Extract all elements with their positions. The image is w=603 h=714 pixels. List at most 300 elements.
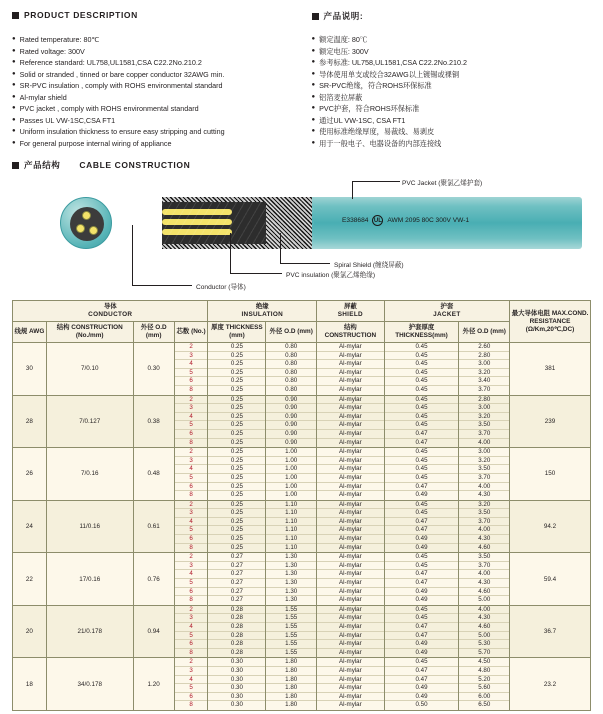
cell-shield bbox=[317, 658, 385, 711]
description-list-en bbox=[12, 28, 302, 149]
cell-cores-value: 2 bbox=[175, 553, 208, 562]
cell-jacket-od-value: 5.60 bbox=[459, 684, 509, 693]
bullet-dot-icon: ● bbox=[12, 47, 16, 54]
list-item-label: 导体使用单支或绞合32AWG以上镀锡或裸铜 bbox=[319, 69, 460, 79]
cell-cores-value: 6 bbox=[175, 377, 208, 386]
bullet-square-icon bbox=[312, 13, 319, 20]
cell-shield-value: Al-mylar bbox=[317, 413, 384, 422]
table-group-header-row bbox=[13, 301, 591, 322]
bullet-dot-icon: ● bbox=[311, 139, 316, 146]
cell-jacket-od-value: 3.20 bbox=[459, 457, 509, 466]
cell-jacket-od-value: 4.60 bbox=[459, 623, 509, 632]
cell-awg: 26 bbox=[13, 448, 47, 501]
cutaway-shading bbox=[162, 197, 314, 249]
cell-insulation-thickness-value: 0.30 bbox=[208, 684, 265, 693]
cell-jacket-thickness-value: 0.45 bbox=[385, 421, 459, 430]
cell-insulation-thickness-value: 0.25 bbox=[230, 385, 243, 393]
cell-construction: 7/0.10 bbox=[46, 343, 133, 396]
cell-cores-value: 8 bbox=[189, 648, 193, 656]
list-item bbox=[312, 103, 592, 115]
cell-jacket-thickness bbox=[384, 448, 459, 501]
list-item bbox=[12, 115, 302, 127]
cell-cores-value: 3 bbox=[175, 614, 208, 623]
cell-awg: 20 bbox=[13, 605, 47, 658]
cell-jacket-od-value: 3.70 bbox=[459, 430, 509, 439]
cell-jacket-od-value: 3.50 bbox=[459, 421, 509, 430]
cell-jacket-thickness-value: 0.47 bbox=[385, 676, 459, 685]
specification-table bbox=[12, 300, 591, 711]
bullet-square-icon bbox=[12, 162, 19, 169]
cell-jacket-thickness-value: 0.45 bbox=[385, 465, 459, 474]
cell-cores bbox=[174, 658, 208, 711]
table-body bbox=[13, 343, 591, 711]
cell-jacket-od-value: 3.70 bbox=[459, 518, 509, 527]
header-label-cn: 外径 bbox=[462, 328, 476, 335]
cell-insulation-od-value: 1.80 bbox=[266, 684, 316, 693]
table-column-header-row bbox=[13, 322, 591, 343]
header-insulation-od bbox=[266, 322, 317, 343]
cell-insulation-od-value: 0.80 bbox=[266, 377, 316, 386]
bullet-dot-icon: ● bbox=[12, 36, 16, 42]
cell-insulation-thickness-value: 0.28 bbox=[208, 606, 265, 615]
header-label-cn: 厚度 bbox=[211, 324, 224, 331]
cell-insulation-od-value: 1.10 bbox=[266, 501, 316, 510]
cell-cores-value: 3 bbox=[175, 457, 208, 466]
cell-jacket-thickness-value: 0.47 bbox=[385, 632, 459, 641]
bullet-dot-icon: ● bbox=[12, 116, 16, 123]
ul-logo-icon: UL bbox=[372, 215, 383, 226]
cell-insulation-thickness-value: 0.25 bbox=[230, 491, 243, 499]
cell-insulation-thickness-value: 0.28 bbox=[208, 614, 265, 623]
file-number-label: E338684 bbox=[342, 217, 369, 224]
cell-insulation-od-value: 1.00 bbox=[266, 448, 316, 457]
cell-jacket-od-value: 6.00 bbox=[459, 693, 509, 702]
cell-insulation-od-value: 1.55 bbox=[266, 640, 316, 649]
label-conductor: Conductor (导体) bbox=[196, 284, 246, 291]
cell-jacket-od-value: 3.70 bbox=[478, 385, 491, 393]
cell-insulation-od-value: 1.30 bbox=[266, 570, 316, 579]
cell-conductor-od: 1.20 bbox=[133, 658, 174, 711]
group-jacket bbox=[384, 301, 509, 322]
cell-insulation-thickness-value: 0.25 bbox=[208, 377, 265, 386]
cell-shield-value: Al-mylar bbox=[317, 474, 384, 483]
cell-jacket-thickness-value: 0.45 bbox=[385, 501, 459, 510]
cell-jacket-thickness-value: 0.47 bbox=[385, 579, 459, 588]
cell-insulation-od-value: 1.30 bbox=[285, 596, 298, 604]
label-pvc-insulation: PVC insulation (聚氯乙烯绝缘) bbox=[286, 272, 376, 279]
header-label-cn: 结构 bbox=[56, 324, 70, 331]
cell-conductor-od: 0.30 bbox=[133, 343, 174, 396]
cell-conductor-od: 0.48 bbox=[133, 448, 174, 501]
cell-insulation-od bbox=[266, 448, 317, 501]
cell-shield-value: Al-mylar bbox=[317, 369, 384, 378]
header-resistance bbox=[510, 301, 591, 343]
cell-jacket-od bbox=[459, 343, 510, 396]
cell-cores-value: 6 bbox=[175, 693, 208, 702]
header-unit: (mm) bbox=[490, 328, 506, 335]
cell-jacket-od-value: 5.70 bbox=[478, 648, 491, 656]
cell-insulation-thickness-value: 0.25 bbox=[208, 518, 265, 527]
cell-cores bbox=[174, 343, 208, 396]
cell-jacket-od-value: 4.30 bbox=[459, 614, 509, 623]
cell-cores bbox=[174, 605, 208, 658]
bullet-dot-icon: ● bbox=[12, 59, 16, 65]
cell-jacket-od bbox=[459, 658, 510, 711]
cell-jacket-thickness-value: 0.49 bbox=[385, 535, 459, 544]
cell-insulation-thickness-value: 0.25 bbox=[208, 360, 265, 369]
cell-insulation-thickness bbox=[208, 658, 266, 711]
cell-jacket-od-value: 3.70 bbox=[459, 474, 509, 483]
cell-shield bbox=[317, 500, 385, 553]
cell-insulation-od-value: 1.10 bbox=[266, 518, 316, 527]
label-pvc-jacket: PVC Jacket (聚氯乙烯护套) bbox=[402, 180, 483, 187]
cell-shield-value: Al-mylar bbox=[317, 588, 384, 597]
cell-cores-value: 6 bbox=[175, 588, 208, 597]
cell-insulation-thickness-value: 0.25 bbox=[208, 396, 265, 405]
cell-jacket-od-value: 2.80 bbox=[459, 396, 509, 405]
header-label-en: THICKNESS bbox=[225, 324, 263, 331]
cell-insulation-thickness-value: 0.25 bbox=[208, 369, 265, 378]
cell-shield-value: Al-mylar bbox=[317, 570, 384, 579]
list-item-label: Rated voltage: 300V bbox=[19, 46, 85, 56]
header-unit: (No.) bbox=[191, 328, 206, 335]
cell-jacket-thickness-value: 0.47 bbox=[415, 438, 428, 446]
cell-insulation-od-value: 1.80 bbox=[285, 701, 298, 709]
cell-insulation-od-value: 0.90 bbox=[285, 438, 298, 446]
cell-insulation-od-value: 1.30 bbox=[266, 562, 316, 571]
cell-jacket-thickness bbox=[384, 658, 459, 711]
cell-cores-value: 4 bbox=[175, 570, 208, 579]
cell-insulation-thickness-value: 0.27 bbox=[208, 588, 265, 597]
cell-jacket-od-value: 3.00 bbox=[459, 360, 509, 369]
cell-cores-value: 4 bbox=[175, 465, 208, 474]
cell-shield-value: Al-mylar bbox=[317, 465, 384, 474]
cell-jacket-od-value: 4.00 bbox=[459, 606, 509, 615]
cell-shield-value: Al-mylar bbox=[338, 543, 362, 551]
cell-jacket-thickness-value: 0.45 bbox=[385, 606, 459, 615]
header-label-en: CONSTRUCTION bbox=[71, 324, 123, 331]
list-item-label: SR-PVC insulation , comply with ROHS environmental standard bbox=[19, 81, 223, 90]
group-insulation bbox=[208, 301, 317, 322]
cell-insulation-thickness bbox=[208, 448, 266, 501]
cell-conductor-od: 0.94 bbox=[133, 605, 174, 658]
cell-jacket-od-value: 5.00 bbox=[478, 596, 491, 604]
cell-jacket-od-value: 4.80 bbox=[459, 667, 509, 676]
list-item-label: For general purpose internal wiring of appliance bbox=[19, 138, 172, 148]
cell-insulation-od-value: 1.10 bbox=[285, 543, 298, 551]
cell-insulation-od-value: 1.00 bbox=[285, 491, 298, 499]
cell-cores bbox=[174, 448, 208, 501]
cell-cores-value: 5 bbox=[175, 579, 208, 588]
cell-jacket-thickness-value: 0.47 bbox=[385, 526, 459, 535]
cell-jacket-thickness-value: 0.45 bbox=[385, 404, 459, 413]
bullet-dot-icon: ● bbox=[12, 105, 16, 111]
cell-cores bbox=[174, 395, 208, 448]
cell-insulation-thickness-value: 0.27 bbox=[208, 553, 265, 562]
leader-line bbox=[352, 181, 353, 199]
cell-jacket-od-value: 4.00 bbox=[478, 438, 491, 446]
cross-section-conductor bbox=[82, 211, 91, 220]
bullet-dot-icon: ● bbox=[12, 93, 16, 100]
table-row bbox=[13, 500, 591, 553]
cell-shield-value: Al-mylar bbox=[317, 343, 384, 352]
header-label-cn: 外径 bbox=[140, 324, 154, 331]
cell-insulation-thickness-value: 0.30 bbox=[230, 701, 243, 709]
cell-resistance: 36.7 bbox=[510, 605, 591, 658]
cell-insulation-thickness-value: 0.28 bbox=[208, 632, 265, 641]
leader-line bbox=[132, 225, 133, 285]
cell-cores-value: 6 bbox=[175, 483, 208, 492]
cell-shield-value: Al-mylar bbox=[338, 385, 362, 393]
cell-shield-value: Al-mylar bbox=[317, 693, 384, 702]
cell-cores-value: 5 bbox=[175, 421, 208, 430]
header-label-en: CONSTRUCTION bbox=[324, 332, 377, 339]
cell-insulation-thickness-value: 0.25 bbox=[208, 474, 265, 483]
cell-insulation-od-value: 1.80 bbox=[266, 676, 316, 685]
bullet-dot-icon: ● bbox=[311, 93, 316, 100]
list-item bbox=[312, 126, 592, 138]
cell-insulation-od-value: 1.55 bbox=[266, 606, 316, 615]
cell-insulation-thickness-value: 0.25 bbox=[208, 430, 265, 439]
cell-cores-value: 8 bbox=[189, 596, 193, 604]
cell-jacket-thickness-value: 0.47 bbox=[385, 518, 459, 527]
cell-jacket-od-value: 3.40 bbox=[459, 377, 509, 386]
cell-cores-value: 3 bbox=[175, 509, 208, 518]
cell-insulation-od-value: 0.80 bbox=[285, 385, 298, 393]
print-legend-text: AWM 2095 80C 300V VW-1 bbox=[387, 217, 470, 224]
cell-jacket-thickness-value: 0.50 bbox=[415, 701, 428, 709]
cell-shield bbox=[317, 553, 385, 606]
cell-shield-value: Al-mylar bbox=[338, 701, 362, 709]
cell-cores-value: 3 bbox=[175, 667, 208, 676]
cell-jacket-od-value: 3.50 bbox=[459, 509, 509, 518]
group-label-cn: 绝缘 bbox=[255, 303, 269, 310]
cell-insulation-thickness-value: 0.25 bbox=[208, 483, 265, 492]
cell-shield-value: Al-mylar bbox=[317, 658, 384, 667]
cell-insulation-od-value: 0.80 bbox=[266, 352, 316, 361]
cell-jacket-thickness-value: 0.45 bbox=[385, 614, 459, 623]
cell-cores-value: 4 bbox=[175, 518, 208, 527]
cable-construction-title-en: CABLE CONSTRUCTION bbox=[79, 160, 191, 170]
table-row bbox=[13, 395, 591, 448]
cell-jacket-od-value: 4.30 bbox=[459, 579, 509, 588]
cell-jacket-thickness-value: 0.47 bbox=[385, 483, 459, 492]
cell-jacket-od-value: 3.20 bbox=[459, 501, 509, 510]
cell-cores-value: 2 bbox=[175, 606, 208, 615]
leader-line bbox=[280, 263, 330, 264]
cell-jacket-od-value: 4.00 bbox=[459, 483, 509, 492]
bullet-square-icon bbox=[12, 12, 19, 19]
cell-insulation-thickness-value: 0.27 bbox=[230, 596, 243, 604]
list-item-label: 额定电压: 300V bbox=[319, 46, 369, 56]
cell-shield-value: Al-mylar bbox=[317, 509, 384, 518]
list-item bbox=[12, 80, 302, 92]
cell-insulation-thickness-value: 0.25 bbox=[208, 526, 265, 535]
cell-shield bbox=[317, 448, 385, 501]
header-unit: (No./mm) bbox=[75, 332, 104, 339]
cable-diagram bbox=[12, 175, 591, 300]
cell-cores-value: 8 bbox=[189, 438, 193, 446]
cable-cross-section-icon bbox=[60, 197, 112, 249]
description-list-cn bbox=[302, 28, 592, 149]
cell-insulation-thickness-value: 0.27 bbox=[208, 562, 265, 571]
header-awg bbox=[13, 322, 47, 343]
cell-insulation-od-value: 0.90 bbox=[266, 396, 316, 405]
cell-insulation-od bbox=[266, 500, 317, 553]
cross-section-conductor bbox=[89, 226, 98, 235]
cell-jacket-od-value: 5.20 bbox=[459, 676, 509, 685]
cell-insulation-thickness-value: 0.25 bbox=[208, 413, 265, 422]
cell-insulation-thickness-value: 0.28 bbox=[230, 648, 243, 656]
cell-insulation-thickness-value: 0.27 bbox=[208, 570, 265, 579]
cell-construction: 17/0.16 bbox=[46, 553, 133, 606]
cell-jacket-od-value: 3.20 bbox=[459, 413, 509, 422]
table-row bbox=[13, 553, 591, 606]
header-label-en: O.D bbox=[284, 328, 296, 335]
group-label-en: JACKET bbox=[433, 311, 461, 318]
leader-line bbox=[352, 181, 400, 182]
cell-conductor-od: 0.61 bbox=[133, 500, 174, 553]
cell-jacket-thickness-value: 0.49 bbox=[385, 588, 459, 597]
group-label-cn: 护套 bbox=[440, 303, 454, 310]
list-item bbox=[312, 92, 592, 104]
cell-shield-value: Al-mylar bbox=[317, 430, 384, 439]
cell-jacket-od-value: 2.80 bbox=[459, 352, 509, 361]
cell-jacket-od-value: 3.20 bbox=[459, 369, 509, 378]
cell-jacket-thickness-value: 0.47 bbox=[385, 667, 459, 676]
leader-line bbox=[230, 233, 231, 273]
list-item bbox=[12, 138, 302, 150]
table-row bbox=[13, 343, 591, 396]
cell-cores-value: 8 bbox=[189, 543, 193, 551]
cell-jacket-thickness-value: 0.49 bbox=[415, 491, 428, 499]
header-construction bbox=[46, 322, 133, 343]
header-label-cn: 线规 bbox=[14, 328, 28, 335]
bullet-dot-icon: ● bbox=[311, 70, 316, 77]
cell-jacket-thickness bbox=[384, 395, 459, 448]
description-headers bbox=[12, 10, 591, 22]
cell-shield-value: Al-mylar bbox=[317, 352, 384, 361]
list-item bbox=[312, 80, 592, 92]
list-item bbox=[312, 34, 592, 46]
header-label-cn: 芯数 bbox=[176, 328, 190, 335]
cell-shield-value: Al-mylar bbox=[317, 377, 384, 386]
cell-jacket-thickness-value: 0.49 bbox=[385, 684, 459, 693]
cell-construction: 34/0.178 bbox=[46, 658, 133, 711]
cell-insulation-od-value: 0.90 bbox=[266, 421, 316, 430]
group-label-en: CONDUCTOR bbox=[88, 311, 133, 318]
cell-cores-value: 2 bbox=[175, 448, 208, 457]
cell-shield-value: Al-mylar bbox=[317, 535, 384, 544]
cell-shield-value: Al-mylar bbox=[317, 526, 384, 535]
cell-shield-value: Al-mylar bbox=[317, 501, 384, 510]
cell-jacket-thickness-value: 0.49 bbox=[385, 693, 459, 702]
list-item bbox=[12, 69, 302, 81]
cell-jacket-thickness-value: 0.45 bbox=[385, 448, 459, 457]
cell-jacket-thickness-value: 0.45 bbox=[385, 553, 459, 562]
cell-awg: 18 bbox=[13, 658, 47, 711]
list-item-label: PVC jacket , comply with ROHS environmental standard bbox=[19, 104, 199, 113]
table-row bbox=[13, 605, 591, 658]
cell-shield-value: Al-mylar bbox=[317, 421, 384, 430]
cell-insulation-od-value: 1.10 bbox=[266, 509, 316, 518]
cell-insulation-od-value: 1.55 bbox=[266, 623, 316, 632]
cell-jacket-thickness-value: 0.45 bbox=[385, 474, 459, 483]
cell-insulation-thickness-value: 0.25 bbox=[208, 421, 265, 430]
cell-cores-value: 4 bbox=[175, 676, 208, 685]
cell-jacket-od-value: 4.00 bbox=[459, 526, 509, 535]
bullet-dot-icon: ● bbox=[311, 82, 316, 88]
list-item-label: 用于一般电子、电器设备的内部连接线 bbox=[319, 138, 442, 148]
cell-cores-value: 6 bbox=[175, 535, 208, 544]
cell-insulation-od-value: 0.90 bbox=[266, 413, 316, 422]
cell-insulation-thickness-value: 0.28 bbox=[208, 623, 265, 632]
cell-jacket-od-value: 3.50 bbox=[459, 553, 509, 562]
list-item-label: 铝箔麦拉屏蔽 bbox=[319, 92, 363, 102]
header-shield-construction bbox=[317, 322, 385, 343]
description-header-cn bbox=[302, 10, 592, 22]
cell-insulation-thickness-value: 0.25 bbox=[208, 343, 265, 352]
cable-construction-title-cn: 产品结构 bbox=[24, 160, 61, 170]
cell-jacket-od-value: 4.30 bbox=[459, 535, 509, 544]
cell-jacket-thickness bbox=[384, 605, 459, 658]
cell-insulation-od-value: 1.30 bbox=[266, 553, 316, 562]
label-spiral-shield: Spiral Shield (缠绕屏蔽) bbox=[334, 262, 404, 269]
bullet-dot-icon: ● bbox=[311, 47, 316, 54]
cell-construction: 11/0.16 bbox=[46, 500, 133, 553]
cell-insulation-thickness-value: 0.25 bbox=[208, 501, 265, 510]
list-item-label: 通过UL VW-1SC, CSA FT1 bbox=[319, 115, 406, 125]
cell-jacket-thickness-value: 0.47 bbox=[385, 430, 459, 439]
cell-jacket-od-value: 3.70 bbox=[459, 562, 509, 571]
header-cores bbox=[174, 322, 208, 343]
bullet-dot-icon: ● bbox=[12, 128, 16, 134]
cell-jacket-thickness-value: 0.45 bbox=[385, 562, 459, 571]
header-jacket-thickness bbox=[384, 322, 459, 343]
cell-insulation-thickness bbox=[208, 553, 266, 606]
cell-insulation-od-value: 1.80 bbox=[266, 667, 316, 676]
table-row bbox=[13, 658, 591, 711]
cell-jacket-od-value: 2.60 bbox=[459, 343, 509, 352]
cell-cores-value: 8 bbox=[189, 701, 193, 709]
cell-shield-value: Al-mylar bbox=[317, 448, 384, 457]
list-item-label: Solid or stranded , tinned or bare copper conductor 32AWG min. bbox=[19, 69, 225, 79]
bullet-dot-icon: ● bbox=[311, 36, 316, 42]
cell-jacket-thickness-value: 0.45 bbox=[385, 396, 459, 405]
cell-insulation-od-value: 1.00 bbox=[266, 474, 316, 483]
cell-cores-value: 2 bbox=[175, 501, 208, 510]
cell-jacket-thickness-value: 0.45 bbox=[385, 457, 459, 466]
cell-conductor-od: 0.76 bbox=[133, 553, 174, 606]
cell-jacket-od bbox=[459, 605, 510, 658]
cell-shield-value: Al-mylar bbox=[317, 396, 384, 405]
cell-jacket-thickness-value: 0.45 bbox=[385, 413, 459, 422]
cell-jacket-od bbox=[459, 448, 510, 501]
cell-insulation-od-value: 1.55 bbox=[285, 648, 298, 656]
list-item-label: 参考标准: UL758,UL1581,CSA C22.2No.210.2 bbox=[319, 58, 467, 67]
list-item bbox=[312, 138, 592, 150]
header-label-en: AWG bbox=[29, 328, 45, 335]
cell-cores bbox=[174, 500, 208, 553]
cell-shield-value: Al-mylar bbox=[338, 648, 362, 656]
table-row bbox=[13, 448, 591, 501]
list-item-label: Uniform insulation thickness to ensure easy stripping and cutting bbox=[19, 127, 225, 136]
list-item bbox=[12, 57, 302, 69]
cell-awg: 28 bbox=[13, 395, 47, 448]
cell-insulation-thickness-value: 0.30 bbox=[208, 658, 265, 667]
cell-jacket-od-value: 4.60 bbox=[459, 588, 509, 597]
cell-jacket-thickness-value: 0.45 bbox=[385, 509, 459, 518]
